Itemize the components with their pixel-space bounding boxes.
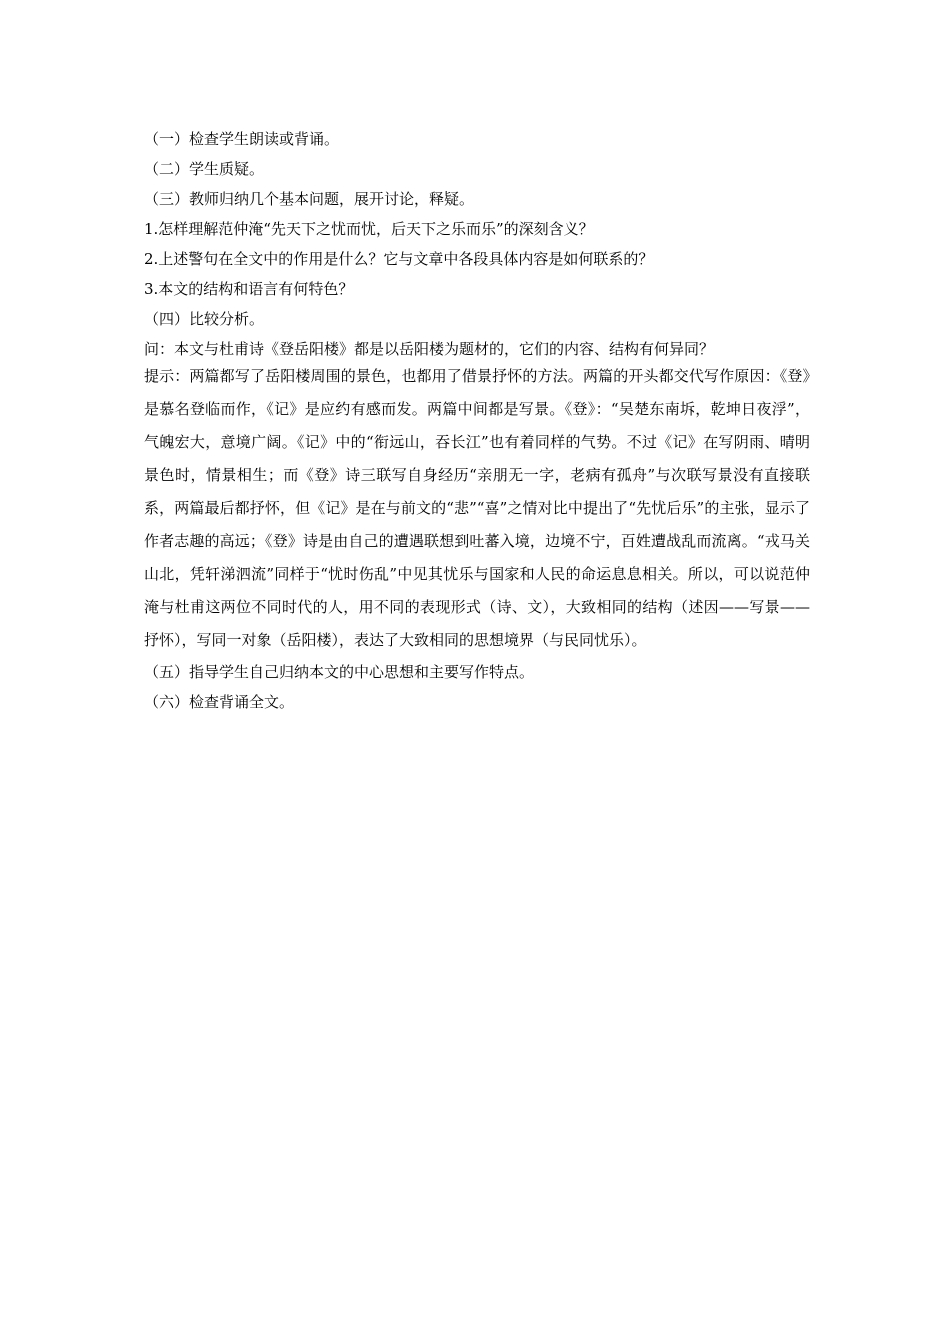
question-2: 2.上述警句在全文中的作用是什么？它与文章中各段具体内容是如何联系的？ <box>144 250 654 268</box>
document-body <box>144 124 810 717</box>
step-student-questions: （二）学生质疑。 <box>144 160 265 178</box>
step-recite-full: （六）检查背诵全文。 <box>144 693 295 711</box>
comparison-question: 问：本文与杜甫诗《登岳阳楼》都是以岳阳楼为题材的，它们的内容、结构有何异同？ <box>144 340 715 358</box>
step-summarize-theme: （五）指导学生自己归纳本文的中心思想和主要写作特点。 <box>144 663 535 681</box>
step-comparison: （四）比较分析。 <box>144 310 265 328</box>
question-3: 3.本文的结构和语言有何特色？ <box>144 280 354 298</box>
step-check-reading: （一）检查学生朗读或背诵。 <box>144 130 340 148</box>
comparison-hint: 提示：两篇都写了岳阳楼周围的景色，也都用了借景抒怀的方法。两篇的开头都交代写作原因：《登》是慕名登临而作，《记》是应约有感而发。两篇中间都是写景。《登》：“吴楚东南坼，乾坤日夜浮”，气魄宏大，意境广阔。《记》中的“衔远山，吞长江”也有着同样的气势。不过《记》在写阴雨、晴明景色时，情景相生；而《登》诗三联写自身经历“亲朋无一字，老病有孤舟”与次联写景没有直接联系，两篇最后都抒怀，但《记》是在与前文的“悲”“喜”之情对比中提出了“先忧后乐”的主张，显示了作者志趣的高远；《登》诗是由自己的遭遇联想到吐蕃入境，边境不宁，百姓遭战乱而流离。“戎马关山北，凭轩涕泗流”同样于“忧时伤乱”中见其忧乐与国家和人民的命运息息相关。所以，可以说范仲淹与杜甫这两位不同时代的人，用不同的表现形式（诗、文），大致相同的结构（述因——写景——抒怀），写同一对象（岳阳楼），表达了大致相同的思想境界（与民同忧乐）。 <box>144 367 810 649</box>
step-teacher-summary: （三）教师归纳几个基本问题，展开讨论，释疑。 <box>144 190 475 208</box>
question-1: 1.怎样理解范仲淹“先天下之忧而忧，后天下之乐而乐”的深刻含义？ <box>144 220 594 238</box>
